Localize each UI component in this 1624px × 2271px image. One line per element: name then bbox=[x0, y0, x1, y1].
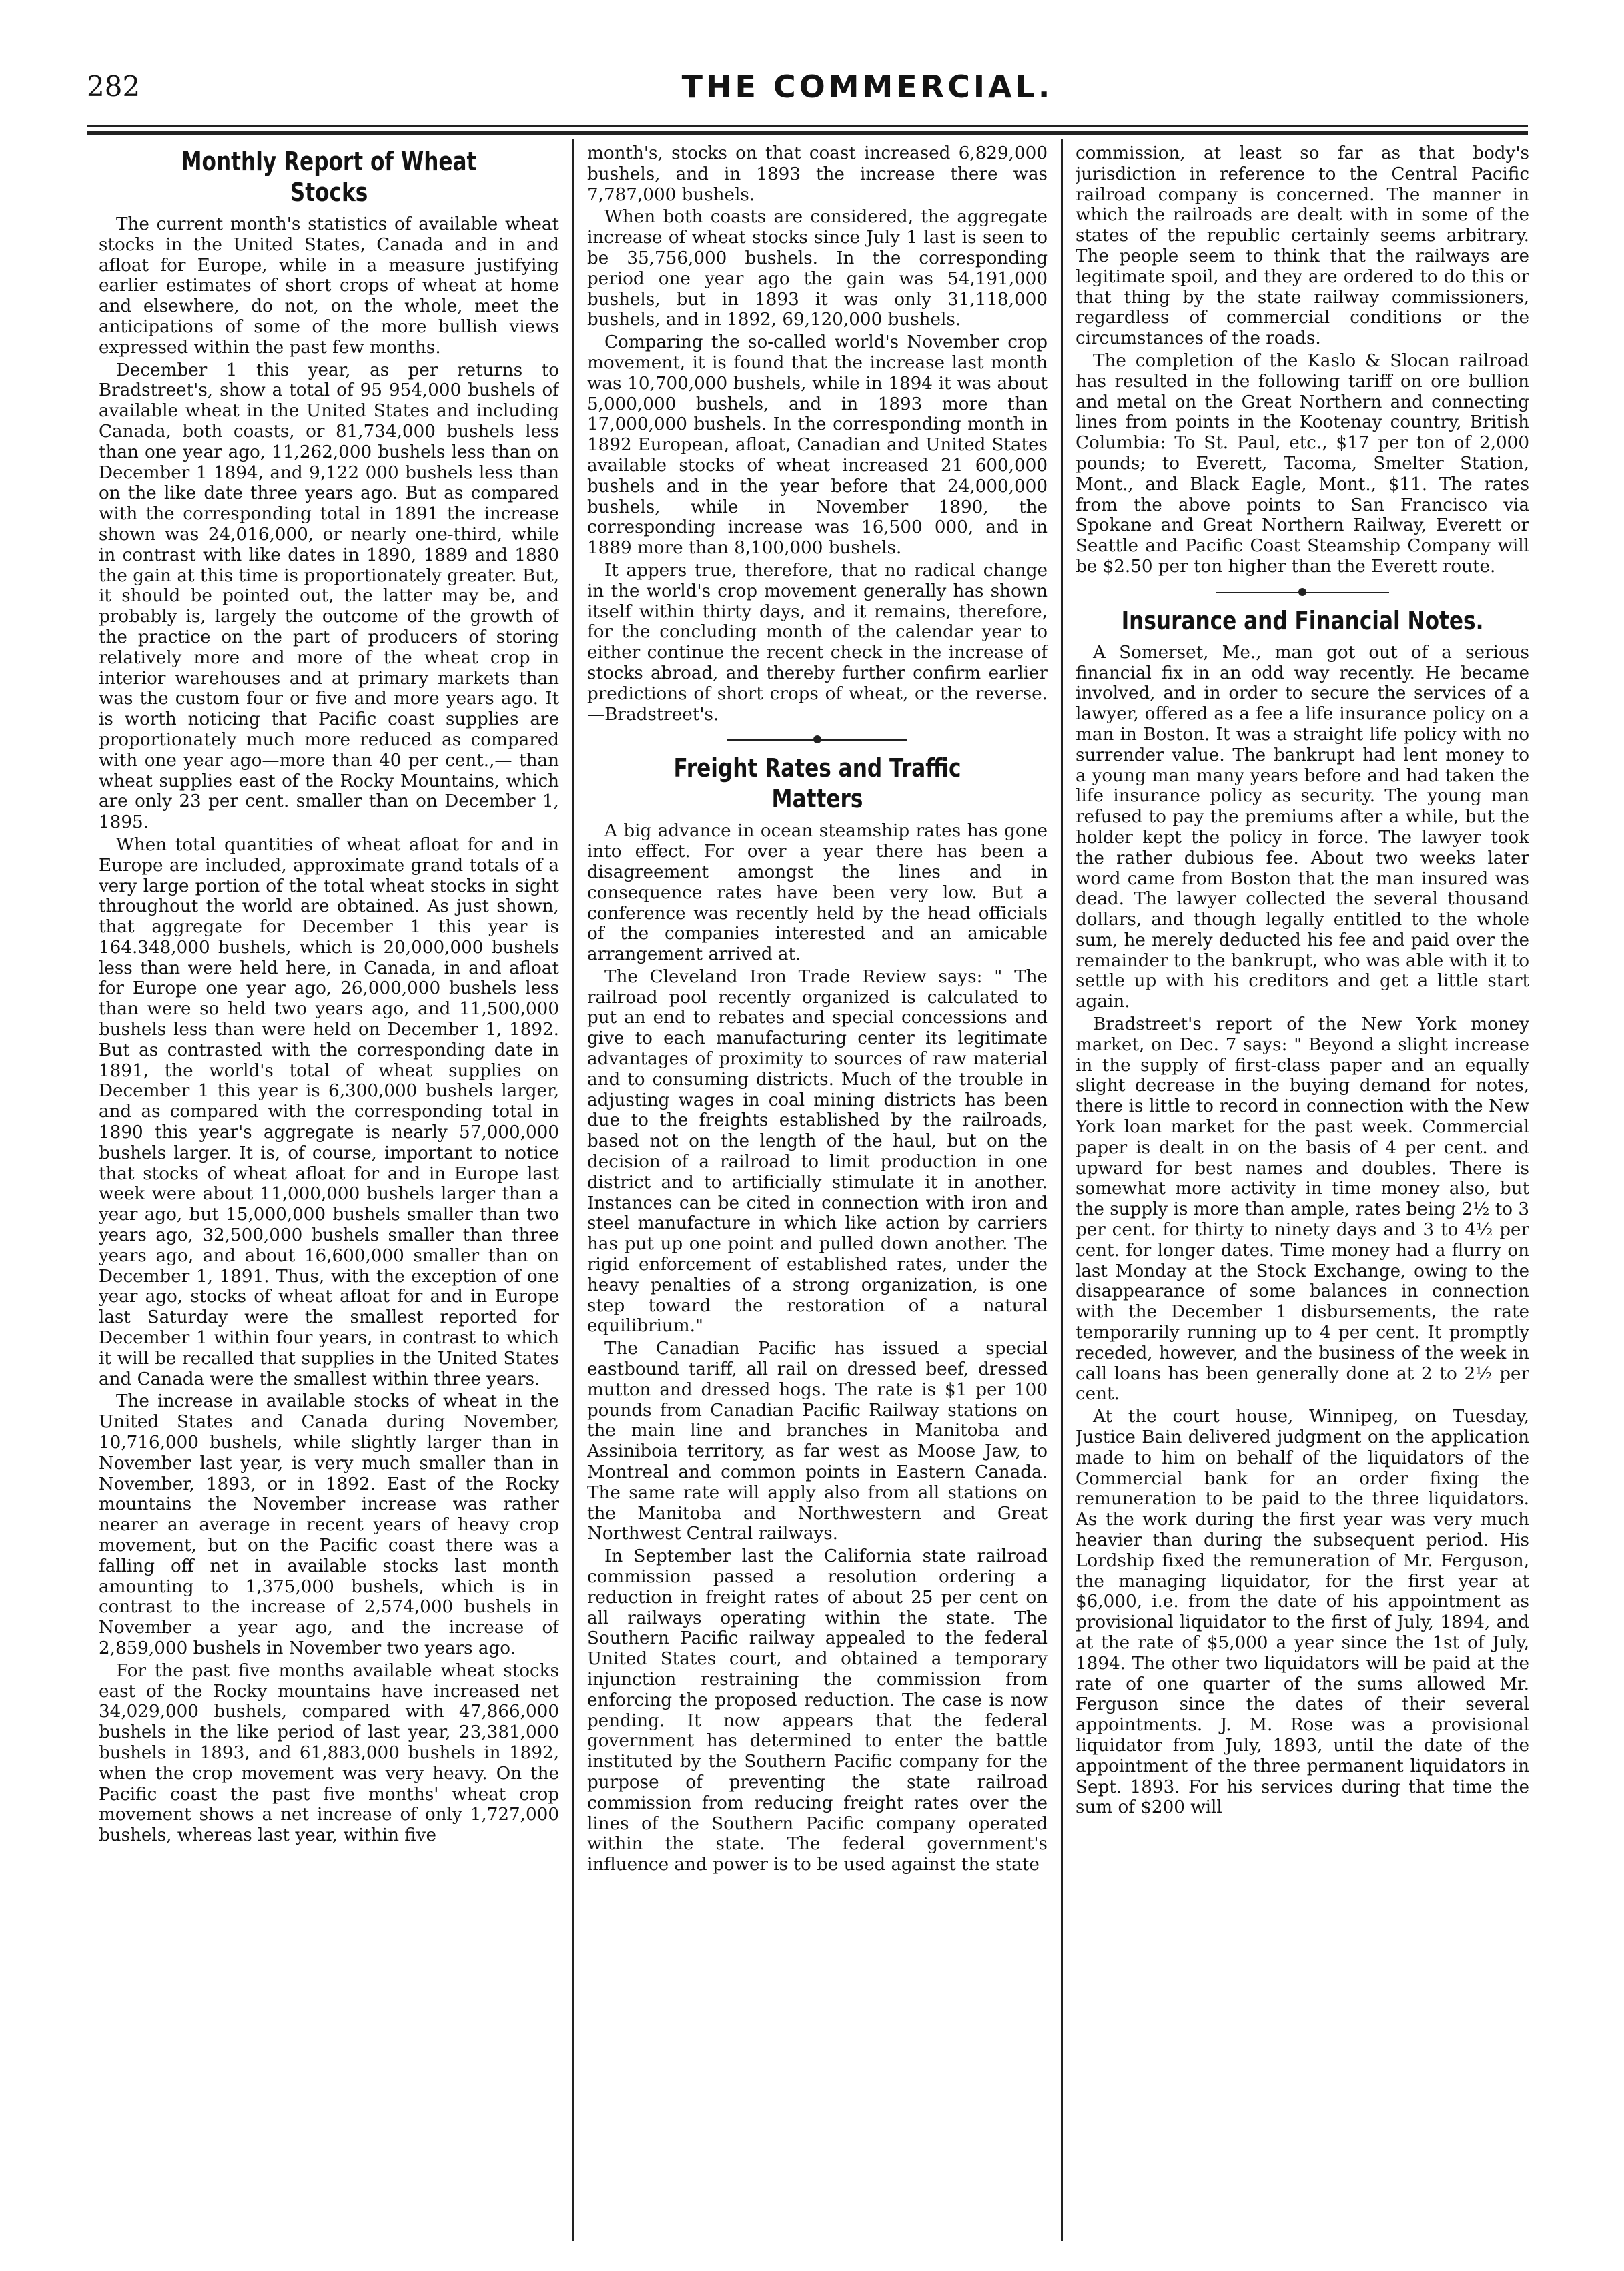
article-paragraph: A Somerset, Me., man got out of a serious financial fix in an odd way recently. He became involved, and in order to secure the services of a lawyer, offered as a fee a life insurance policy on a man in Boston. It was a straight life policy with no surrender value. The bankrupt had lent money to a young man many years before and had taken the life insurance policy as security. The young man refused to pay the premiums after a while, but the holder kept the policy in force. The lawyer took the rather dubious fee. About two weeks later word came from Boston that the man insured was dead. The lawyer collected the several thousand dollars, and though legally entitled to the whole sum, he merely deducted his fee and paid over the remainder to the bankrupt, who was able with it to settle up with his creditors and get a little start again. bbox=[1076, 642, 1529, 1012]
article-paragraph: The completion of the Kaslo & Slocan railroad has resulted in the following tariff on ore bullion and metal on the Great Northern and connecting lines from points in the Kootenay country, British Columbia: To St. Paul, etc., $17 per ton of 2,000 pounds; to Everett, Tacoma, Smelter Station, Mont., and Black Eagle, Mont., $11. The rates from the above points to San Francisco via Spokane and Great Northern Railway, Everett or Seattle and Pacific Coast Steamship Company will be $2.50 per ton higher than the Everett route. bbox=[1076, 350, 1529, 577]
divider-ornament bbox=[813, 735, 821, 743]
column-3 bbox=[1076, 143, 1529, 2246]
masthead-rule-thick bbox=[87, 131, 1528, 135]
article-paragraph: When both coasts are considered, the aggregate increase of wheat stocks since July 1 last is seen to be 35,756,000 bushels. In the corresponding period one year ago the gain was 54,191,000 bushels, but in 1893 it was only 31,118,000 bushels, and in 1892, 69,120,000 bushels. bbox=[587, 207, 1048, 330]
headline-insurance-notes: Insurance and Financial Notes. bbox=[1121, 605, 1484, 635]
column-rule-1 bbox=[572, 139, 574, 2241]
article-paragraph: A big advance in ocean steamship rates has gone into effect. For over a year there has been a disagreement amongst the lines and in consequence rates have been very low. But a conference was recently held by the head officials of the companies interested and an amicable arrangement arrived at. bbox=[587, 821, 1048, 965]
masthead bbox=[87, 67, 1521, 120]
column-rule-2 bbox=[1061, 139, 1063, 2241]
page-number: 282 bbox=[87, 70, 141, 103]
article-paragraph: The current month's statistics of available wheat stocks in the United States, Canada and in and afloat for Europe, while in a measure justifying earlier estimates of short crops of wheat at home and elsewhere, do not, on the whole, meet the anticipations of some of the more bullish views expressed within the past few months. bbox=[99, 214, 559, 358]
article-paragraph: December 1 this year, as per returns to Bradstreet's, show a total of 95 954,000 bushels of available wheat in the United States and including Canada, both coasts, or 81,734,000 bushels less than one year ago, 11,262,000 bushels less than on December 1 1894, and 9,122 000 bushels less than on the like date three years ago. But as compared with the corresponding total in 1891 the increase shown was 24,016,000, or nearly one-third, while in contrast with like dates in 1890, 1889 and 1880 the gain at this time is proportionately greater. But, it should be pointed out, the latter may be, and probably is, largely the outcome of the growth of the practice on the part of producers of storing relatively more and more of the wheat crop in interior warehouses and at primary markets than was the custom four or five and more years ago. It is worth noticing that Pacific coast supplies are proportionately much more reduced as compared with one year ago—more than 40 per cent.,— than wheat supplies east of the Rocky Mountains, which are only 23 per cent. smaller than on December 1, 1895. bbox=[99, 360, 559, 833]
headline-freight-rates: Freight Rates and Traffic Matters bbox=[673, 753, 961, 814]
article-paragraph: Bradstreet's report of the New York money market, on Dec. 7 says: " Beyond a slight increase in the supply of first-class paper and an equally slight decrease in the buying demand for notes, there is little to record in connection with the New York loan market for the past week. Commercial paper is dealt in on the basis of 4 per cent. and upward for best names and doubles. There is somewhat more activity in time money also, but the supply is more than ample, rates being 2½ to 3 per cent. for thirty to ninety days and 3 to 4½ per cent. for longer dates. Time money had a flurry on last Monday at the Stock Exchange, owing to the disappearance of some balances in connection with the December 1 disbursements, the rate temporarily running up to 4 per cent. It promptly receded, however, and the business of the week in call loans has been generally done at 2 to 2½ per cent. bbox=[1076, 1014, 1529, 1405]
article-paragraph: In September last the California state railroad commission passed a resolution ordering a reduction in freight rates of about 25 per cent on all railways operating within the state. The Southern Pacific railway appealed to the federal United States court, and obtained a temporary injunction restraining the commission from enforcing the proposed reduction. The case is now pending. It now appears that the federal government has determined to enter the battle instituted by the Southern Pacific company for the purpose of preventing the state railroad commission from reducing freight rates over the lines of the Southern Pacific company operated within the state. The federal government's influence and power is to be used against the state bbox=[587, 1546, 1048, 1875]
article-paragraph: Comparing the so-called world's November crop movement, it is found that the increase last month was 10,700,000 bushels, while in 1894 it was about 5,000,000 bushels, and in 1893 more than 17,000,000 bushels. In the corresponding month in 1892 European, afloat, Canadian and United States available stocks of wheat increased 21 600,000 bushels and in the year before that 24,000,000 bushels, while in November 1890, the corresponding increase was 16,500 000, and in 1889 more than 8,100,000 bushels. bbox=[587, 332, 1048, 559]
section-divider bbox=[587, 735, 1048, 745]
article-paragraph: At the court house, Winnipeg, on Tuesday, Justice Bain delivered judgment on the application made to him on behalf of the liquidators of the Commercial bank for an order fixing the remuneration to be paid to the three liquidators. As the work during the first year was very much heavier than during the subsequent period. His Lordship fixed the remuneration of Mr. Ferguson, the managing liquidator, for the first year at $6,000, i.e. from the date of his appointment as provisional liquidator to the first of July, 1894, and at the rate of $5,000 a year since the 1st of July, 1894. The other two liquidators will be paid at the rate of one quarter of the sums allowed Mr. Ferguson since the dates of their several appointments. J. M. Rose was a provisional liquidator from July, 1893, until the date of the appointment of the three permanent liquidators in Sept. 1893. For his services during that time the sum of $200 will bbox=[1076, 1407, 1529, 1818]
article-paragraph: commission, at least so far as that body's jurisdiction in reference to the Central Pacific railroad company is concerned. The manner in which the railroads are dealt with in some of the states of the republic certainly seems arbitrary. The people seem to think that the railways are legitimate spoil, and they are ordered to do this or that thing by the state railway commissioners, regardless of commercial conditions or the circumstances of the roads. bbox=[1076, 143, 1529, 349]
article-paragraph: The increase in available stocks of wheat in the United States and Canada during November, 10,716,000 bushels, while slightly larger than in November last year, is very much smaller than in November, 1893, or in 1892. East of the Rocky mountains the November increase was rather nearer an average in recent years of heavy crop movement, but on the Pacific coast there was a falling off net in available stocks last month amounting to 1,375,000 bushels, which is in contrast to the increase of 2,574,000 bushels in November a year ago, and the increase of 2,859,000 bushels in November two years ago. bbox=[99, 1391, 559, 1658]
column-2 bbox=[587, 143, 1048, 2246]
section-divider bbox=[1076, 588, 1529, 597]
article-paragraph: For the past five months available wheat stocks east of the Rocky mountains have increased net 34,029,000 bushels, compared with 47,866,000 bushels in the like period of last year, 23,381,000 bushels in 1893, and 61,883,000 bushels in 1892, when the crop movement was very heavy. On the Pacific coast the past five months' wheat crop movement shows a net increase of only 1,727,000 bushels, whereas last year, within five bbox=[99, 1660, 559, 1846]
newspaper-title: THE COMMERCIAL. bbox=[681, 69, 1054, 105]
article-paragraph: It appers true, therefore, that no radical change in the world's crop movement generally has shown itself within thirty days, and it remains, therefore, for the concluding month of the calendar year to either continue the recent check in the increase of stocks abroad, and thereby further confirm earlier predictions of short crops of wheat, or the reverse.—Bradstreet's. bbox=[587, 560, 1048, 725]
article-paragraph: When total quantities of wheat afloat for and in Europe are included, approximate grand totals of a very large portion of the total wheat stocks in sight throughout the world are obtained. As just shown, that aggregate for December 1 this year is 164.348,000 bushels, which is 20,000,000 bushels less than were held here, in Canada, in and afloat for Europe one year ago, 26,000,000 bushels less than were so held two years ago, and 11,500,000 bushels less than were held on December 1, 1892. But as contrasted with the corresponding date in 1891, the world's total of wheat supplies on December 1 this year is 6,300,000 bushels larger, and as compared with the corresponding total in 1890 this year's aggregate is nearly 57,000,000 bushels larger. It is, of course, important to notice that stocks of wheat afloat for and in Europe last week were about 11,000,000 bushels larger than a year ago, but 15,000,000 bushels smaller than two years ago, 32,500,000 bushels smaller than three years ago, and about 16,600,000 smaller than on December 1, 1891. Thus, with the exception of one year ago, stocks of wheat afloat for and in Europe last Saturday were the smallest reported for December 1 within four years, in contrast to which it will be recalled that supplies in the United States and Canada were the smallest within three years. bbox=[99, 834, 559, 1389]
column-1 bbox=[99, 143, 559, 2246]
article-paragraph: month's, stocks on that coast increased 6,829,000 bushels, and in 1893 the increase there was 7,787,000 bushels. bbox=[587, 143, 1048, 205]
article-paragraph: The Cleveland Iron Trade Review says: " The railroad pool recently organized is calculated to put an end to rebates and special concessions and give to each manufacturing center its legitimate advantages of proximity to sources of raw material and to consuming districts. Much of the trouble in adjusting wages in coal mining districts has been due to the freights established by the railroads, based not on the length of the haul, but on the decision of a railroad to limit production in one district and to artificially stimulate it in another. Instances can be cited in connection with iron and steel manufacture in which like action by carriers has put up one point and pulled down another. The rigid enforcement of established rates, under the heavy penalties of a strong organization, is one step toward the restoration of a natural equilibrium." bbox=[587, 966, 1048, 1337]
headline-wheat-stocks: Monthly Report of Wheat Stocks bbox=[181, 147, 477, 207]
article-paragraph: The Canadian Pacific has issued a special eastbound tariff, all rail on dressed beef, dressed mutton and dressed hogs. The rate is $1 per 100 pounds from Canadian Pacific Railway stations on the main line and branches in Manitoba and Assiniboia territory, as far west as Moose Jaw, to Montreal and common points in Eastern Canada. The same rate will apply also from all stations on the Manitoba and Northwestern and Great Northwest Central railways. bbox=[587, 1339, 1048, 1544]
masthead-rule-thin bbox=[87, 125, 1528, 127]
divider-ornament bbox=[1298, 588, 1306, 596]
